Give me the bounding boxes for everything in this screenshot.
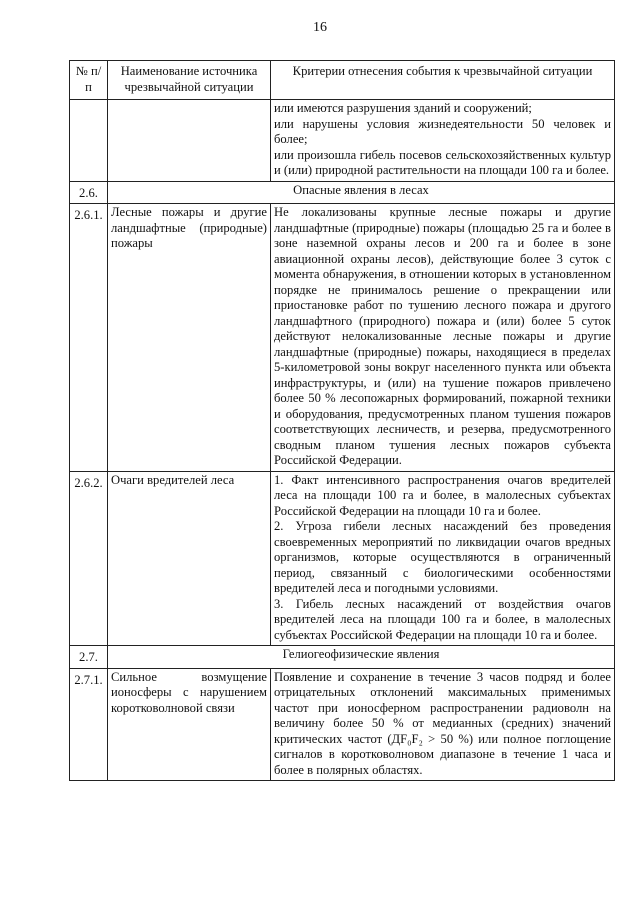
row-source: Очаги вредителей леса (108, 471, 271, 646)
table-row-continuation (70, 100, 615, 182)
criteria-item: 2. Угроза гибели лесных насаждений без проведения своевременных мероприятий по ликвидации очагов вредных организмов, которые осуществляются в ограниченный период, связанный с биологическими особенностями вредителей леса и погодными условиями. (274, 519, 611, 595)
row-num: 2.7.1. (70, 668, 108, 781)
row-source: Сильное возмущение ионосферы с нарушением коротковолновой связи (108, 668, 271, 781)
header-criteria: Критерии отнесения события к чрезвычайной ситуации (271, 61, 615, 100)
table-row-2-7-1 (70, 668, 615, 781)
row-source: Лесные пожары и другие ландшафтные (природные) пожары (108, 204, 271, 472)
continuation-line: или имеются разрушения зданий и сооружений; (274, 101, 532, 115)
continuation-num-cell (70, 100, 108, 182)
section-row-2-7 (70, 646, 615, 669)
row-num: 2.6.1. (70, 204, 108, 472)
criteria-table (69, 60, 615, 781)
section-title: Гелиогеофизические явления (108, 646, 615, 669)
continuation-line: или нарушены условия жизнедеятельности 50 человек и более; (274, 116, 611, 146)
section-num: 2.6. (70, 181, 108, 204)
continuation-line: или произошла гибель посевов сельскохозяйственных культур и (или) природной растительности на площади 100 га и более. (274, 147, 611, 177)
row-criteria: Появление и сохранение в течение 3 часов подряд и более отрицательных отклонений максимальных применимых частот при ионосферном распространении радиоволн на величину более 50 % от медианных (средних) значений критических частот (ДF₀F₂ > 50 %) или полное поглощение сигналов в коротковолновом диапазоне в течение 1 часа и более в полярных областях. (271, 668, 615, 781)
row-criteria: Не локализованы крупные лесные пожары и другие ландшафтные (природные) пожары (площадью 25 га и более в зоне наземной охраны лесов и 200 га и более в зоне авиационной охраны лесов), действующие более 3 суток с момента обнаружения, в отношении которых в установленном порядке не принималось решение о прекращении или приостановке работ по тушению лесного пожара и другого ландшафтного (природного) пожара и (или) более 5 суток действуют нелокализованные лесные пожары и другие ландшафтные (природные) пожары, находящиеся в пределах 5-километровой зоны вокруг населенного пункта или объекта инфраструктуры, и (или) на тушение пожаров привлечено более 50 % лесопожарных формирований, пожарной техники и оборудования, предусмотренных планом тушения пожаров соответствующих лесничеств, и резерва, предусмотренного сводным планом тушения лесных пожаров субъекта Российской Федерации. (271, 204, 615, 472)
table-header-row (70, 61, 615, 100)
table-row-2-6-1 (70, 204, 615, 472)
criteria-item: 3. Гибель лесных насаждений от воздействия очагов вредителей леса на площади 100 га и более, в малолесных субъектах Российской Федерации на площади 10 га и более. (274, 596, 611, 642)
continuation-criteria-cell (271, 100, 615, 182)
continuation-source-cell (108, 100, 271, 182)
criteria-item: 1. Факт интенсивного распространения очагов вредителей леса на площади 100 га и более, в малолесных субъектах Российской Федерации на площади 10 га и более. (274, 472, 611, 518)
section-title: Опасные явления в лесах (108, 181, 615, 204)
header-source: Наименование источника чрезвычайной ситуации (108, 61, 271, 100)
section-row-2-6 (70, 181, 615, 204)
table-row-2-6-2 (70, 471, 615, 646)
header-num: № п/п (70, 61, 108, 100)
page-number: 16 (313, 20, 327, 35)
row-criteria (271, 471, 615, 646)
row-num: 2.6.2. (70, 471, 108, 646)
section-num: 2.7. (70, 646, 108, 669)
